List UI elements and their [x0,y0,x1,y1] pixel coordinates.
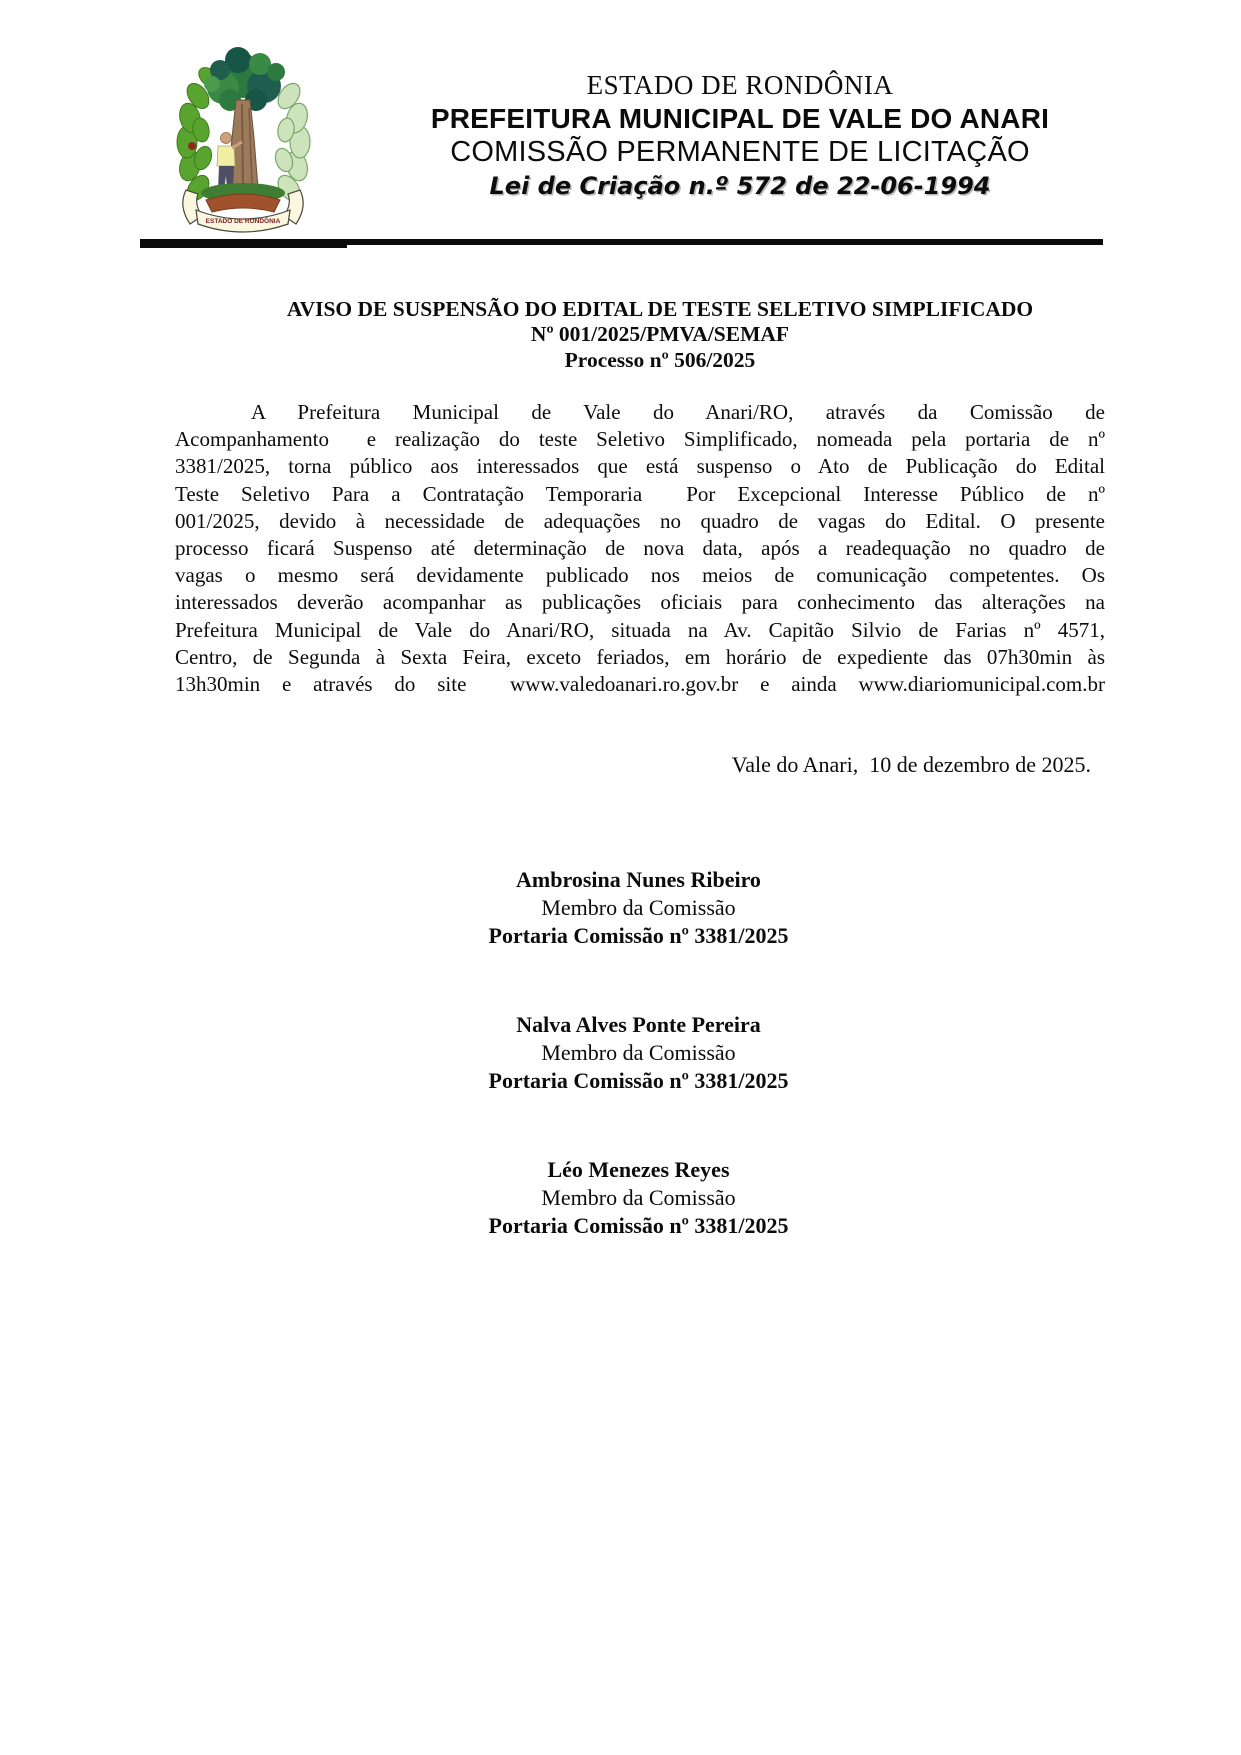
coat-of-arms-icon [168,38,318,240]
signatory-name: Léo Menezes Reyes [547,1157,730,1182]
letterhead-state: ESTADO DE RONDÔNIA [586,70,894,100]
signatory-portaria: Portaria Comissão nº 3381/2025 [488,923,789,948]
signatory-role: Membro da Comissão [541,1185,736,1210]
signature-block [0,1011,1241,1095]
place-date-line: Vale do Anari, 10 de dezembro de 2025. [731,752,1091,777]
logo-banner-text: ESTADO DE RONDÔNIA [205,218,281,225]
body-line: interessados deverão acompanhar as publicações oficiais para conhecimento das alterações na [175,590,1105,615]
body-line: Acompanhamento e realização do teste Seletivo Simplificado, nomeada pela portaria de nº [175,427,1105,452]
document-title-line1: AVISO DE SUSPENSÃO DO EDITAL DE TESTE SELETIVO SIMPLIFICADO [286,297,1034,321]
letterhead-creation-law: Lei de Criação n.º 572 de 22-06-1994 [489,172,991,200]
body-line: Centro, de Segunda à Sexta Feira, exceto feriados, em horário de expediente das 07h30min às [175,644,1105,669]
body-paragraph [175,399,1105,698]
body-line: Prefeitura Municipal de Vale do Anari/RO, situada na Av. Capitão Silvio de Farias nº 4571, [175,617,1105,642]
body-line: 3381/2025, torna público aos interessados que está suspenso o Ato de Publicação do Edital [175,454,1105,479]
signature-block [0,1156,1241,1240]
letterhead-municipality: PREFEITURA MUNICIPAL DE VALE DO ANARI [430,103,1050,134]
document-title-line3: Processo nº 506/2025 [564,347,756,372]
document-title-block [175,297,1105,373]
body-line: Teste Seletivo Para a Contratação Temporaria Por Excepcional Interesse Público de nº [175,481,1105,506]
signatory-name: Nalva Alves Ponte Pereira [516,1012,761,1037]
body-line: processo ficará Suspenso até determinação de nova data, após a readequação no quadro de [175,536,1105,561]
signatory-portaria: Portaria Comissão nº 3381/2025 [488,1068,789,1093]
letterhead-commission: COMISSÃO PERMANENTE DE LICITAÇÃO [450,136,1030,168]
body-line: 13h30min e através do site www.valedoanari.ro.gov.br e ainda www.diariomunicipal.com.br [175,672,1105,697]
municipal-coat-of-arms-logo [168,38,318,240]
body-line: 001/2025, devido à necessidade de adequações no quadro de vagas do Edital. O presente [175,508,1105,533]
header-divider-rule-left-segment [140,239,347,248]
signatory-portaria: Portaria Comissão nº 3381/2025 [488,1213,789,1238]
signatory-role: Membro da Comissão [541,1040,736,1065]
signatory-name: Ambrosina Nunes Ribeiro [516,867,761,892]
body-line: vagas o mesmo será devidamente publicado nos meios de comunicação competentes. Os [175,563,1105,588]
signatory-role: Membro da Comissão [541,895,736,920]
document-title-line2: Nº 001/2025/PMVA/SEMAF [530,322,790,347]
body-line: A Prefeitura Municipal de Vale do Anari/RO, através da Comissão de [251,400,1105,424]
signature-block [0,866,1241,950]
